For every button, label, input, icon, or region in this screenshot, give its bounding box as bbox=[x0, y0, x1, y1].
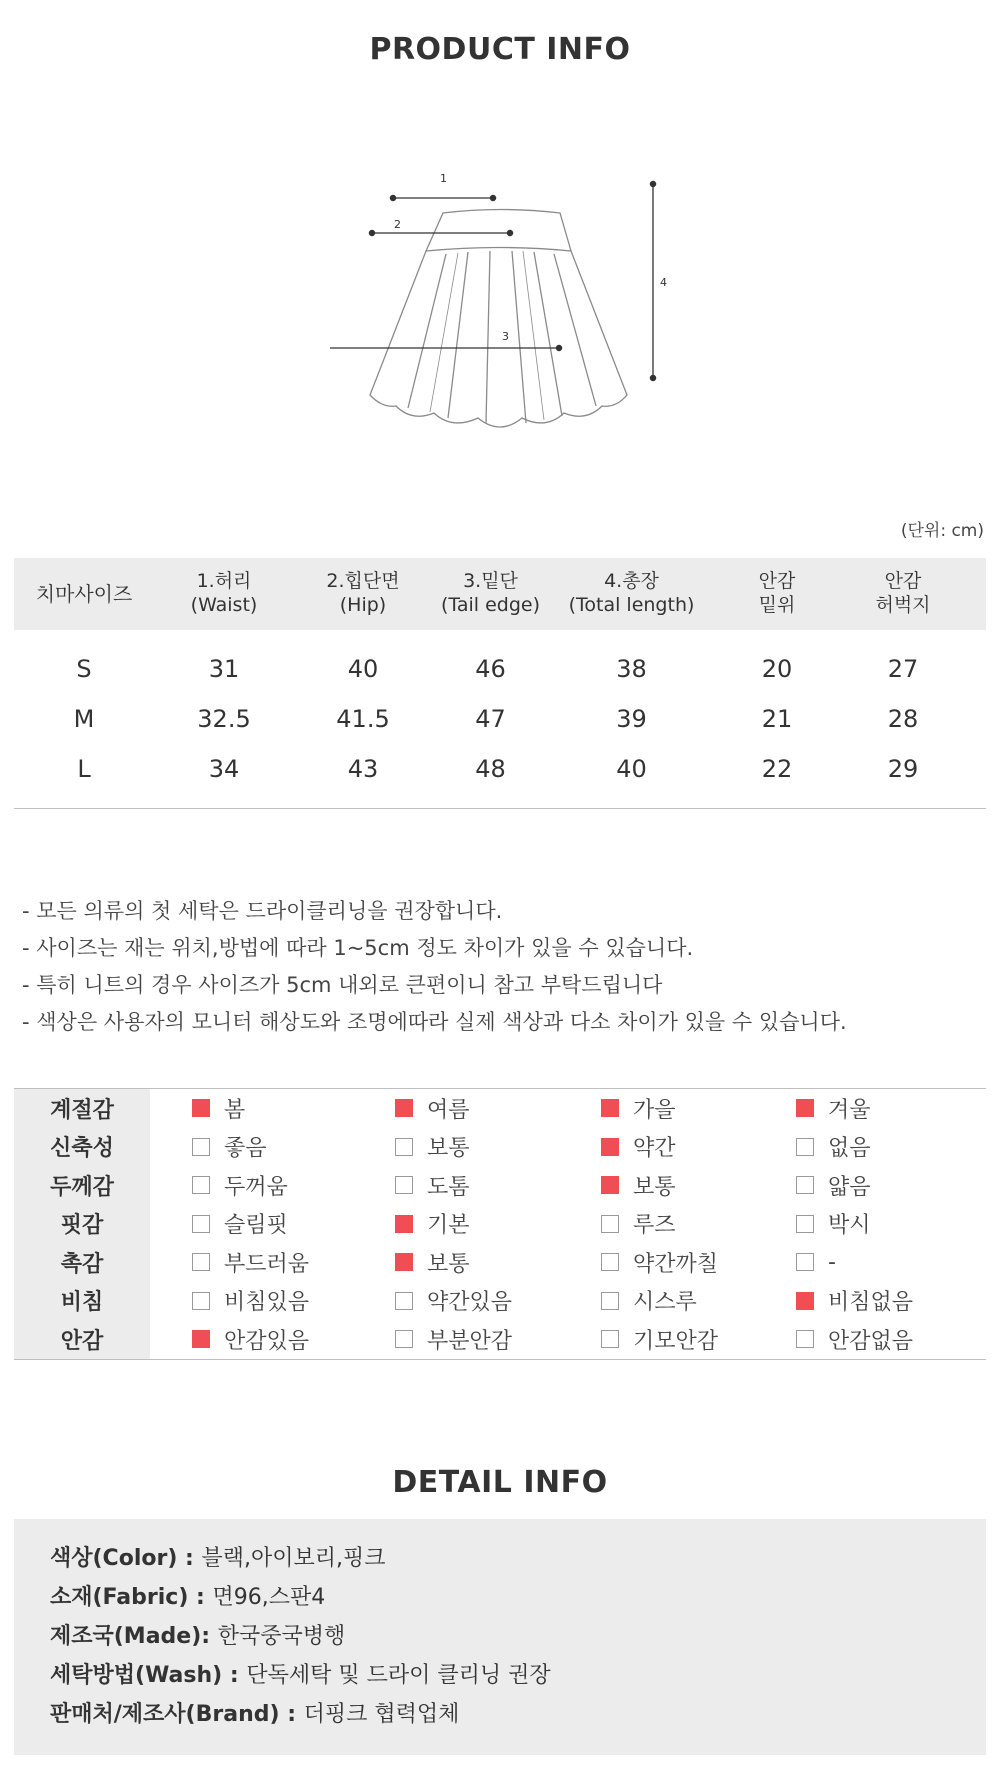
unchecked-box-icon bbox=[601, 1292, 619, 1310]
option-label: - bbox=[828, 1249, 836, 1275]
option-label: 비침있음 bbox=[224, 1290, 310, 1316]
attribute-option bbox=[395, 1208, 601, 1239]
diagram-label-hip: 2 bbox=[394, 218, 401, 231]
detail-info-box bbox=[14, 1519, 986, 1755]
size-table-header bbox=[14, 558, 986, 630]
attribute-option bbox=[796, 1324, 986, 1355]
attribute-option bbox=[395, 1247, 601, 1278]
option-label: 안감없음 bbox=[828, 1328, 914, 1354]
skirt-measurement-diagram bbox=[330, 168, 675, 443]
attribute-option bbox=[395, 1093, 601, 1124]
checked-box-icon bbox=[395, 1215, 413, 1233]
size-table bbox=[14, 558, 986, 809]
table-cell: 41.5 bbox=[336, 705, 390, 733]
table-cell: 32.5 bbox=[197, 705, 251, 733]
table-cell: 46 bbox=[475, 655, 506, 683]
option-label: 기본 bbox=[427, 1213, 470, 1239]
attribute-option bbox=[192, 1324, 395, 1355]
checked-box-icon bbox=[796, 1292, 814, 1310]
table-cell: 22 bbox=[761, 755, 793, 783]
option-label: 겨울 bbox=[828, 1097, 871, 1123]
checked-box-icon bbox=[601, 1099, 619, 1117]
unchecked-box-icon bbox=[192, 1253, 210, 1271]
attribute-option bbox=[601, 1324, 796, 1355]
table-row bbox=[14, 694, 986, 744]
attribute-option bbox=[601, 1170, 796, 1201]
attribute-option bbox=[192, 1208, 395, 1239]
option-label: 보통 bbox=[427, 1136, 470, 1162]
header-lining-rise: 안감 밑위 bbox=[758, 570, 796, 616]
option-label: 두꺼움 bbox=[224, 1174, 288, 1200]
option-label: 여름 bbox=[427, 1097, 470, 1123]
table-cell: 38 bbox=[616, 655, 647, 683]
checked-box-icon bbox=[395, 1253, 413, 1271]
attribute-option bbox=[395, 1131, 601, 1162]
option-label: 약간 bbox=[633, 1136, 676, 1162]
table-cell: 20 bbox=[761, 655, 793, 683]
attribute-option bbox=[601, 1208, 796, 1239]
attribute-option bbox=[796, 1250, 986, 1275]
option-label: 좋음 bbox=[224, 1136, 267, 1162]
unchecked-box-icon bbox=[192, 1176, 210, 1194]
header-lining-thigh: 안감 허벅지 bbox=[875, 570, 931, 616]
unchecked-box-icon bbox=[796, 1330, 814, 1348]
attribute-option bbox=[395, 1285, 601, 1316]
table-cell: 48 bbox=[475, 755, 506, 783]
option-label: 시스루 bbox=[633, 1290, 697, 1316]
checked-box-icon bbox=[192, 1330, 210, 1348]
header-hip: 2.힙단면 (Hip) bbox=[326, 570, 400, 616]
checked-box-icon bbox=[192, 1099, 210, 1117]
diagram-label-tail: 3 bbox=[502, 330, 509, 343]
diagram-label-waist: 1 bbox=[440, 172, 447, 185]
option-label: 약간있음 bbox=[427, 1290, 513, 1316]
table-cell: 34 bbox=[208, 755, 240, 783]
diagram-label-length: 4 bbox=[660, 276, 667, 289]
attribute-label: 계절감 bbox=[14, 1089, 150, 1128]
option-label: 봄 bbox=[224, 1097, 246, 1123]
table-cell: 28 bbox=[887, 705, 919, 733]
attribute-row bbox=[14, 1089, 986, 1128]
table-cell: 27 bbox=[887, 655, 919, 683]
attribute-option bbox=[796, 1208, 986, 1239]
option-label: 슬림핏 bbox=[224, 1213, 288, 1239]
attribute-label: 신축성 bbox=[14, 1128, 150, 1167]
option-label: 가을 bbox=[633, 1097, 676, 1123]
attribute-label: 비침 bbox=[14, 1282, 150, 1321]
attribute-option bbox=[601, 1131, 796, 1162]
attribute-row bbox=[14, 1128, 986, 1167]
note-line: - 색상은 사용자의 모니터 해상도와 조명에따라 실제 색상과 다소 차이가 있을 수 있습니다. bbox=[22, 1010, 847, 1034]
care-notes bbox=[22, 893, 847, 1041]
attribute-row bbox=[14, 1320, 986, 1359]
header-tail-edge: 3.밑단 (Tail edge) bbox=[440, 570, 541, 616]
table-cell: 47 bbox=[475, 705, 506, 733]
unchecked-box-icon bbox=[395, 1176, 413, 1194]
option-label: 도톰 bbox=[427, 1174, 470, 1200]
option-label: 박시 bbox=[828, 1213, 871, 1239]
attribute-option bbox=[192, 1247, 395, 1278]
product-info-title: PRODUCT INFO bbox=[369, 32, 631, 67]
attribute-label: 핏감 bbox=[14, 1205, 150, 1244]
unchecked-box-icon bbox=[395, 1330, 413, 1348]
attribute-label: 두께감 bbox=[14, 1166, 150, 1205]
option-label: 부분안감 bbox=[427, 1328, 513, 1354]
checked-box-icon bbox=[601, 1176, 619, 1194]
detail-brand: 판매처/제조사(Brand) : 더핑크 협력업체 bbox=[50, 1702, 460, 1727]
unchecked-box-icon bbox=[796, 1215, 814, 1233]
option-label: 비침없음 bbox=[828, 1290, 914, 1316]
attribute-option bbox=[192, 1131, 395, 1162]
attribute-label: 안감 bbox=[14, 1320, 150, 1359]
table-cell: 39 bbox=[616, 705, 647, 733]
table-cell: 29 bbox=[887, 755, 919, 783]
option-label: 얇음 bbox=[828, 1174, 871, 1200]
attribute-option bbox=[192, 1170, 395, 1201]
table-cell: 31 bbox=[208, 655, 240, 683]
table-cell: 43 bbox=[347, 755, 379, 783]
attribute-option bbox=[601, 1247, 796, 1278]
unchecked-box-icon bbox=[601, 1253, 619, 1271]
unchecked-box-icon bbox=[192, 1292, 210, 1310]
unchecked-box-icon bbox=[192, 1138, 210, 1156]
table-cell: 21 bbox=[761, 705, 793, 733]
unchecked-box-icon bbox=[601, 1215, 619, 1233]
checked-box-icon bbox=[601, 1138, 619, 1156]
attribute-row bbox=[14, 1205, 986, 1244]
checked-box-icon bbox=[796, 1099, 814, 1117]
attribute-table bbox=[14, 1088, 986, 1360]
unchecked-box-icon bbox=[395, 1138, 413, 1156]
unchecked-box-icon bbox=[395, 1292, 413, 1310]
unchecked-box-icon bbox=[796, 1253, 814, 1271]
detail-color: 색상(Color) : 블랙,아이보리,핑크 bbox=[50, 1546, 386, 1571]
attribute-option bbox=[192, 1285, 395, 1316]
attribute-row bbox=[14, 1282, 986, 1321]
attribute-option bbox=[796, 1093, 986, 1124]
header-size: 치마사이즈 bbox=[35, 581, 133, 606]
attribute-option bbox=[601, 1285, 796, 1316]
attribute-option bbox=[601, 1093, 796, 1124]
option-label: 보통 bbox=[427, 1251, 470, 1277]
option-label: 없음 bbox=[828, 1136, 871, 1162]
option-label: 루즈 bbox=[633, 1213, 676, 1239]
size-cell: L bbox=[77, 755, 91, 783]
size-cell: S bbox=[76, 655, 92, 683]
table-cell: 40 bbox=[347, 655, 379, 683]
note-line: - 사이즈는 재는 위치,방법에 따라 1~5cm 정도 차이가 있을 수 있습니다. bbox=[22, 936, 694, 960]
detail-info-title: DETAIL INFO bbox=[392, 1465, 608, 1500]
attribute-label: 촉감 bbox=[14, 1243, 150, 1282]
attribute-option bbox=[796, 1285, 986, 1316]
table-cell: 40 bbox=[616, 755, 647, 783]
attribute-option bbox=[192, 1093, 395, 1124]
option-label: 부드러움 bbox=[224, 1251, 310, 1277]
header-total-length: 4.총장 (Total length) bbox=[568, 570, 695, 616]
unchecked-box-icon bbox=[192, 1215, 210, 1233]
table-row bbox=[14, 644, 986, 694]
detail-made: 제조국(Made): 한국중국병행 bbox=[50, 1624, 346, 1649]
detail-fabric: 소재(Fabric) : 면96,스판4 bbox=[50, 1585, 326, 1610]
note-line: - 특히 니트의 경우 사이즈가 5cm 내외로 큰편이니 참고 부탁드립니다 bbox=[22, 973, 663, 997]
detail-wash: 세탁방법(Wash) : 단독세탁 및 드라이 클리닝 권장 bbox=[50, 1663, 551, 1688]
attribute-option bbox=[796, 1131, 986, 1162]
table-row bbox=[14, 744, 986, 794]
unit-note: (단위: cm) bbox=[900, 521, 984, 541]
attribute-row bbox=[14, 1243, 986, 1282]
header-waist: 1.허리 (Waist) bbox=[190, 570, 258, 616]
unchecked-box-icon bbox=[796, 1138, 814, 1156]
checked-box-icon bbox=[395, 1099, 413, 1117]
option-label: 기모안감 bbox=[633, 1328, 719, 1354]
option-label: 보통 bbox=[633, 1174, 676, 1200]
attribute-option bbox=[395, 1324, 601, 1355]
attribute-option bbox=[395, 1170, 601, 1201]
unchecked-box-icon bbox=[796, 1176, 814, 1194]
option-label: 안감있음 bbox=[224, 1328, 310, 1354]
size-cell: M bbox=[73, 705, 95, 733]
note-line: - 모든 의류의 첫 세탁은 드라이클리닝을 권장합니다. bbox=[22, 899, 503, 923]
unchecked-box-icon bbox=[601, 1330, 619, 1348]
option-label: 약간까칠 bbox=[633, 1251, 719, 1277]
attribute-option bbox=[796, 1170, 986, 1201]
attribute-row bbox=[14, 1166, 986, 1205]
